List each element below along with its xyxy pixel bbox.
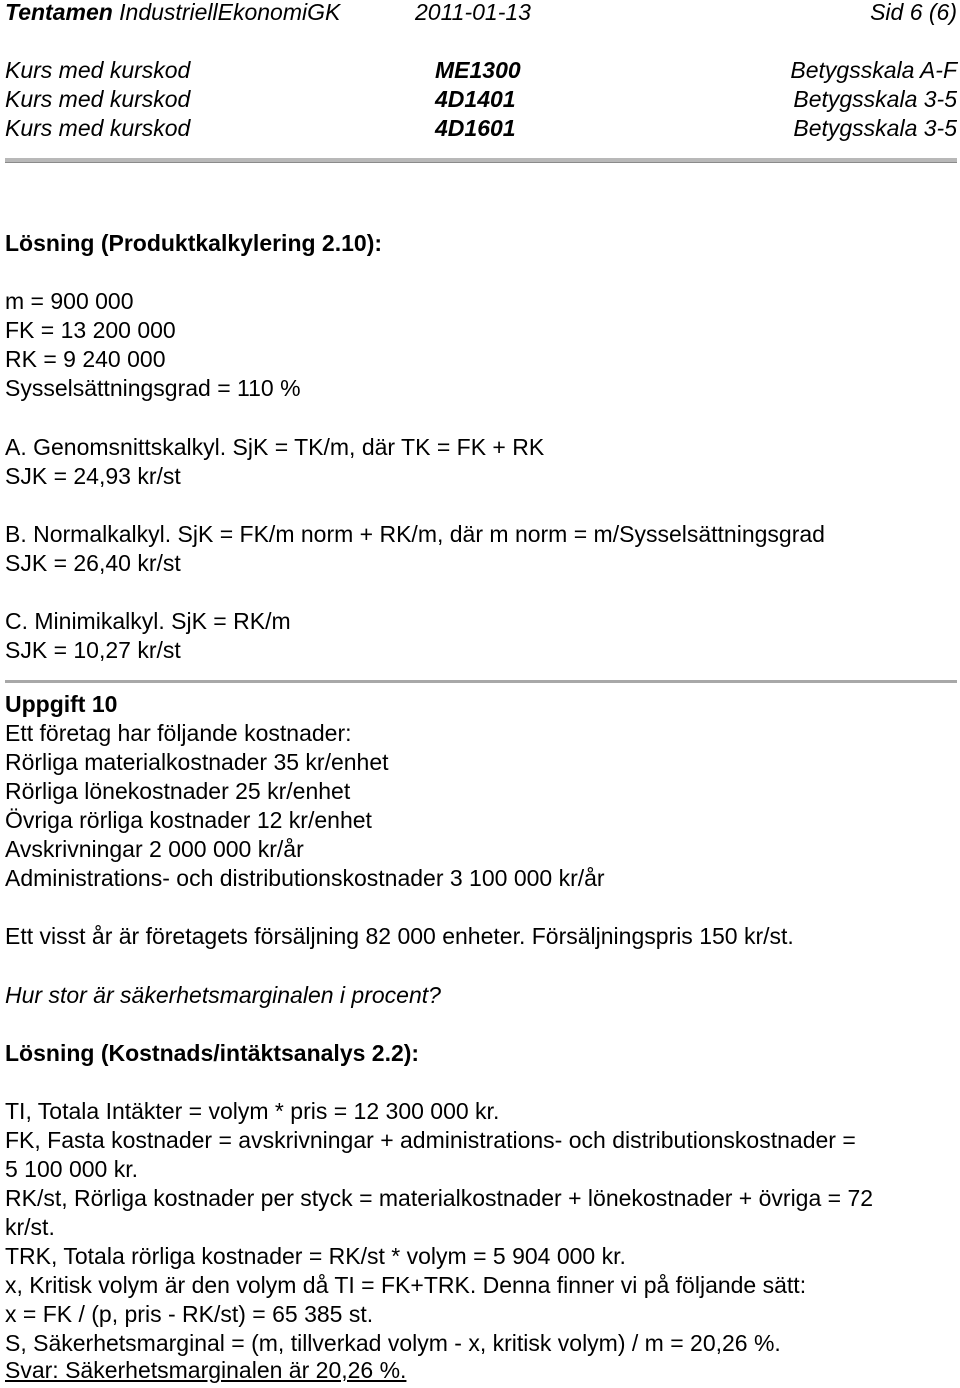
course-label: Kurs med kurskod [5, 57, 191, 83]
course-row [5, 114, 957, 143]
solution-line: x, Kritisk volym är den volym då TI = FK+TRK. Denna finner vi på följande sätt: [5, 1272, 807, 1298]
solution-line: TRK, Totala rörliga kostnader = RK/st * volym = 5 904 000 kr. [5, 1243, 626, 1269]
course-code: 4D1401 [435, 86, 516, 112]
header-title: Tentamen IndustriellEkonomiGK [5, 0, 341, 25]
given-value: RK = 9 240 000 [5, 346, 166, 372]
course-label: Kurs med kurskod [5, 86, 191, 112]
grade-scale: Betygsskala 3-5 [793, 86, 957, 112]
header-page-number: Sid 6 (6) [870, 0, 957, 25]
task-text: Ett företag har följande kostnader: [5, 720, 352, 746]
solution-line: FK, Fasta kostnader = avskrivningar + administrations- och distributionskostnader = [5, 1127, 856, 1153]
course-row [5, 85, 957, 114]
result-c: SJK = 10,27 kr/st [5, 637, 181, 663]
solution-heading: Lösning (Kostnads/intäktsanalys 2.2): [5, 1040, 420, 1066]
section-divider [5, 680, 957, 683]
given-value: FK = 13 200 000 [5, 317, 176, 343]
sales-text: Ett visst år är företagets försäljning 82 000 enheter. Försäljningspris 150 kr/st. [5, 923, 794, 949]
course-code: 4D1601 [435, 115, 516, 141]
header-divider [5, 158, 957, 163]
solution-line: kr/st. [5, 1214, 55, 1240]
header-date: 2011-01-13 [415, 0, 531, 25]
formula-c: C. Minimikalkyl. SjK = RK/m [5, 608, 291, 634]
answer-line: Svar: Säkerhetsmarginalen är 20,26 %. [5, 1357, 407, 1383]
solution-heading: Lösning (Produktkalkylering 2.10): [5, 230, 383, 256]
formula-a: A. Genomsnittskalkyl. SjK = TK/m, där TK = FK + RK [5, 434, 545, 460]
grade-scale: Betygsskala 3-5 [793, 115, 957, 141]
course-row [5, 56, 957, 85]
solution-line: TI, Totala Intäkter = volym * pris = 12 300 000 kr. [5, 1098, 500, 1124]
solution-line: x = FK / (p, pris - RK/st) = 65 385 st. [5, 1301, 374, 1327]
given-value: m = 900 000 [5, 288, 134, 314]
result-a: SJK = 24,93 kr/st [5, 463, 181, 489]
grade-scale: Betygsskala A-F [790, 57, 957, 83]
cost-item: Administrations- och distributionskostnader 3 100 000 kr/år [5, 865, 605, 891]
cost-item: Rörliga materialkostnader 35 kr/enhet [5, 749, 389, 775]
solution-line: S, Säkerhetsmarginal = (m, tillverkad volym - x, kritisk volym) / m = 20,26 %. [5, 1330, 781, 1356]
given-value: Sysselsättningsgrad = 110 % [5, 375, 301, 401]
solution-line: RK/st, Rörliga kostnader per styck = materialkostnader + lönekostnader + övriga = 72 [5, 1185, 874, 1211]
cost-item: Övriga rörliga kostnader 12 kr/enhet [5, 807, 372, 833]
result-b: SJK = 26,40 kr/st [5, 550, 181, 576]
course-label: Kurs med kurskod [5, 115, 191, 141]
formula-b: B. Normalkalkyl. SjK = FK/m norm + RK/m, där m norm = m/Sysselsättningsgrad [5, 521, 825, 547]
task-heading: Uppgift 10 [5, 691, 118, 717]
cost-item: Avskrivningar 2 000 000 kr/år [5, 836, 304, 862]
cost-item: Rörliga lönekostnader 25 kr/enhet [5, 778, 351, 804]
task-question: Hur stor är säkerhetsmarginalen i procent? [5, 982, 441, 1008]
solution-line: 5 100 000 kr. [5, 1156, 138, 1182]
course-code: ME1300 [435, 57, 521, 83]
page-header [5, 0, 957, 27]
